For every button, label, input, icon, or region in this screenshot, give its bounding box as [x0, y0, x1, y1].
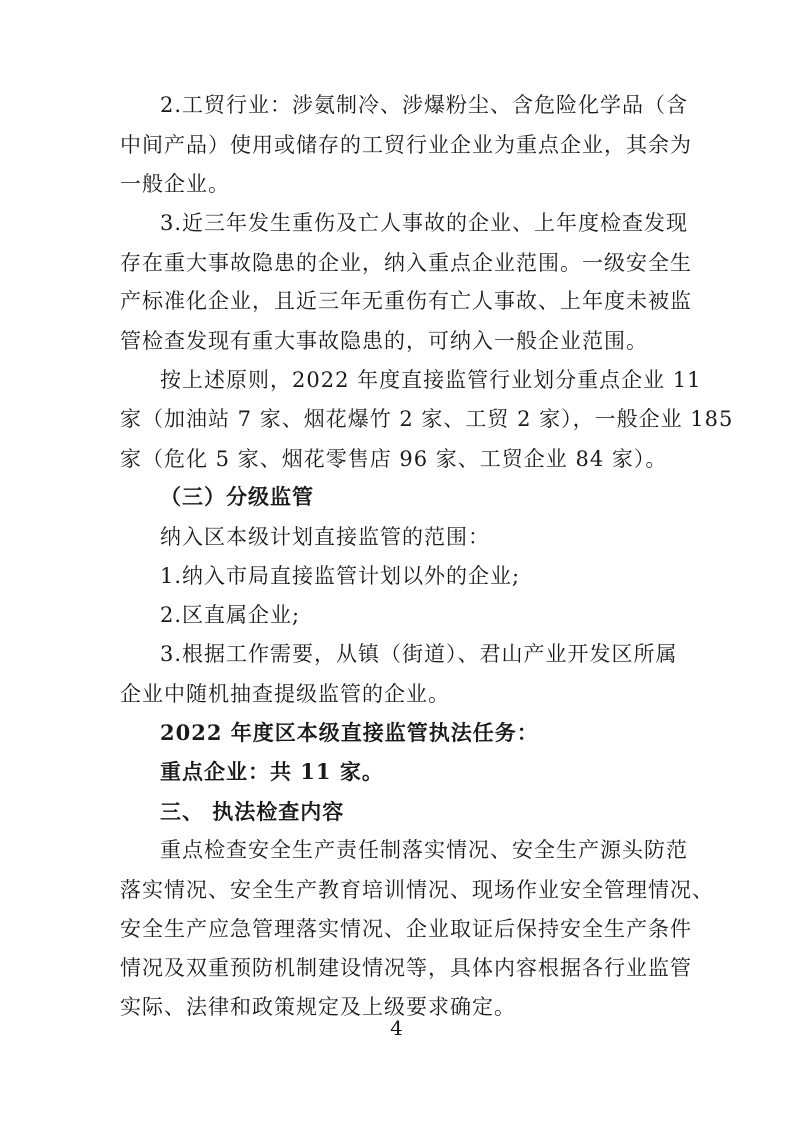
paragraph-line: 一般企业。 — [120, 172, 230, 196]
paragraph-line: 企业中随机抽查提级监管的企业。 — [120, 682, 450, 706]
paragraph-line: 重点检查安全生产责任制落实情况、安全生产源头防范 — [160, 838, 688, 862]
paragraph-line: 中间产品）使用或储存的工贸行业企业为重点企业，其余为 — [120, 133, 692, 157]
paragraph-line: 家（加油站 7 家、烟花爆竹 2 家、工贸 2 家），一般企业 185 — [120, 407, 734, 431]
paragraph-line: 2.工贸行业：涉氨制冷、涉爆粉尘、含危险化学品（含 — [160, 93, 689, 117]
paragraph-line: 情况及双重预防机制建设情况等，具体内容根据各行业监管 — [120, 956, 692, 980]
paragraph-line: 安全生产应急管理落实情况、企业取证后保持安全生产条件 — [120, 917, 692, 941]
paragraph-line: 家（危化 5 家、烟花零售店 96 家、工贸企业 84 家）。 — [120, 447, 668, 471]
list-item: 2.区直属企业; — [160, 603, 301, 627]
paragraph-line: 落实情况、安全生产教育培训情况、现场作业安全管理情况、 — [120, 878, 714, 902]
section-heading: 三、 执法检查内容 — [160, 800, 345, 824]
paragraph-line: 重点企业：共 11 家。 — [160, 759, 384, 784]
paragraph-line: 产标准化企业，且近三年无重伤有亡人事故、上年度未被监 — [120, 289, 692, 313]
list-item: 1.纳入市局直接监管计划以外的企业; — [160, 564, 521, 588]
section-heading: （三）分级监管 — [160, 484, 314, 509]
paragraph-line: 按上述原则，2022 年度直接监管行业划分重点企业 11 — [160, 368, 702, 392]
paragraph-line: 管检查发现有重大事故隐患的，可纳入一般企业范围。 — [120, 329, 648, 353]
paragraph-line: 2022 年度区本级直接监管执法任务： — [160, 720, 539, 745]
paragraph-line: 纳入区本级计划直接监管的范围： — [160, 525, 490, 549]
paragraph-line: 存在重大事故隐患的企业，纳入重点企业范围。一级安全生 — [120, 251, 692, 275]
paragraph-line: 实际、法律和政策规定及上级要求确定。 — [120, 995, 516, 1019]
list-item: 3.根据工作需要，从镇（街道）、君山产业开发区所属 — [160, 642, 678, 666]
page-number: 4 — [390, 1016, 403, 1040]
paragraph-line: 3.近三年发生重伤及亡人事故的企业、上年度检查发现 — [160, 211, 689, 235]
